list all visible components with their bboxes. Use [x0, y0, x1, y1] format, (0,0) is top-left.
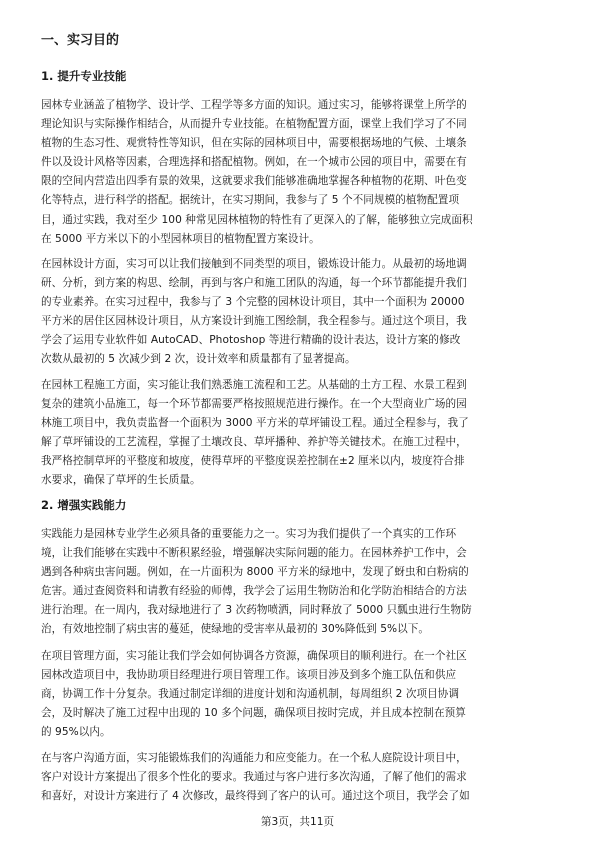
paragraph-line: 学会了运用专业软件如 AutoCAD、Photoshop 等进行精确的设计表达，设计方案的修改: [41, 334, 461, 347]
paragraph-line: 复杂的建筑小品施工，每一个环节都需要严格按照规范进行操作。在一个大型商业广场的园: [41, 398, 467, 411]
paragraph-plant-configuration: [41, 96, 557, 249]
paragraph-line: 件以及设计风格等因素，合理选择和搭配植物。例如，在一个城市公园的项目中，需要在有: [41, 156, 467, 169]
paragraph-line: 次数从最初的 5 次减少到 2 次，设计效率和质量都有了显著提高。: [41, 353, 356, 366]
paragraph-line: 在园林设计方面，实习可以让我们接触到不同类型的项目，锻炼设计能力。从最初的场地调: [41, 258, 467, 270]
paragraph-line: 目，通过实践，我对至少 100 种常见园林植物的特性有了更深入的了解，能够独立完成面积: [41, 213, 473, 226]
paragraph-construction: [41, 376, 557, 491]
paragraph-line: 商，协调工作十分复杂。我通过制定详细的进度计划和沟通机制，每周组织 2 次项目协调: [41, 688, 460, 701]
paragraph-line: 平方米的居住区园林设计项目，从方案设计到施工图绘制，我全程参与。通过这个项目，我: [41, 315, 467, 328]
paragraph-line: 治，有效地控制了病虫害的蔓延，使绿地的受害率从最初的 30%降低到 5%以下。: [41, 623, 430, 636]
paragraph-line: 限的空间内营造出四季有景的效果，这就要求我们能够准确地掌握各种植物的花期、叶色变: [41, 175, 467, 188]
paragraph-line: 我严格控制草坪的平整度和坡度，使得草坪的平整度误差控制在±2 厘米以内，坡度符合排: [41, 455, 465, 468]
subsection-heading-practice: 2. 增强实践能力: [41, 498, 127, 512]
subsection-heading-skills: 1. 提升专业技能: [41, 69, 127, 83]
paragraph-line: 遇到各种病虫害问题。例如，在一片面积为 8000 平方米的绿地中，发现了蚜虫和白粉病的: [41, 566, 469, 579]
paragraph-line: 危害。通过查阅资料和请教有经验的师傅，我学会了运用生物防治和化学防治相结合的方法: [41, 585, 467, 598]
page-number-footer: 第3页，共11页: [260, 816, 335, 828]
paragraph-line: 在项目管理方面，实习能让我们学会如何协调各方资源，确保项目的顺利进行。在一个社区: [41, 650, 467, 662]
section-heading: 一、实习目的: [41, 33, 120, 48]
paragraph-line: 境，让我们能够在实践中不断积累经验，增强解决实际问题的能力。在园林养护工作中，会: [41, 547, 467, 560]
paragraph-line: 化等特点，进行科学的搭配。据统计，在实习期间，我参与了 5 个不同规模的植物配置项: [41, 194, 460, 207]
paragraph-line: 在园林工程施工方面，实习能让我们熟悉施工流程和工艺。从基础的土方工程、水景工程到: [41, 379, 467, 391]
paragraph-line: 在 5000 平方米以下的小型园林项目的植物配置方案设计。: [41, 232, 320, 245]
paragraph-line: 园林改造项目中，我协助项目经理进行项目管理工作。该项目涉及到多个施工队伍和供应: [41, 669, 457, 682]
paragraph-line: 研、分析，到方案的构思、绘制，再到与客户和施工团队的沟通，每一个环节都能提升我们: [41, 277, 467, 290]
paragraph-line: 林施工项目中，我负责监督一个面积为 3000 平方米的草坪铺设工程。通过全程参与，我了: [41, 417, 469, 430]
paragraph-line: 进行治理。在一周内，我对绿地进行了 3 次药物喷洒，同时释放了 5000 只瓢虫进行生物防: [41, 604, 472, 617]
paragraph-line: 客户对设计方案提出了很多个性化的要求。我通过与客户进行多次沟通，了解了他们的需求: [41, 771, 467, 784]
paragraph-line: 在与客户沟通方面，实习能锻炼我们的沟通能力和应变能力。在一个私人庭院设计项目中，: [41, 752, 467, 764]
paragraph-line: 植物的生态习性、观赏特性等知识，但在实际的园林项目中，需要根据场地的气候、土壤条: [41, 137, 467, 150]
paragraph-line: 园林专业涵盖了植物学、设计学、工程学等多方面的知识。通过实习，能够将课堂上所学的: [41, 99, 467, 111]
paragraph-line: 实践能力是园林专业学生必须具备的重要能力之一。实习为我们提供了一个真实的工作环: [41, 528, 457, 540]
paragraph-project-management: [41, 647, 557, 742]
paragraph-line: 的专业素养。在实习过程中，我参与了 3 个完整的园林设计项目，其中一个面积为 20000: [41, 296, 465, 309]
paragraph-client-communication: [41, 749, 557, 806]
paragraph-line: 解了草坪铺设的工艺流程，掌握了土壤改良、草坪播种、养护等关键技术。在施工过程中，: [41, 436, 467, 449]
paragraph-garden-design: [41, 255, 557, 370]
paragraph-line: 的 95%以内。: [41, 726, 111, 739]
paragraph-line: 会，及时解决了施工过程中出现的 10 多个问题，确保项目按时完成，并且成本控制在预算: [41, 707, 466, 720]
paragraph-line: 和喜好，对设计方案进行了 4 次修改，最终得到了客户的认可。通过这个项目，我学会了如: [41, 790, 470, 803]
paragraph-line: 水要求，确保了草坪的生长质量。: [41, 474, 201, 487]
paragraph-line: 理论知识与实际操作相结合，从而提升专业技能。在植物配置方面，课堂上我们学习了不同: [41, 118, 467, 131]
paragraph-pest-control: [41, 525, 557, 640]
